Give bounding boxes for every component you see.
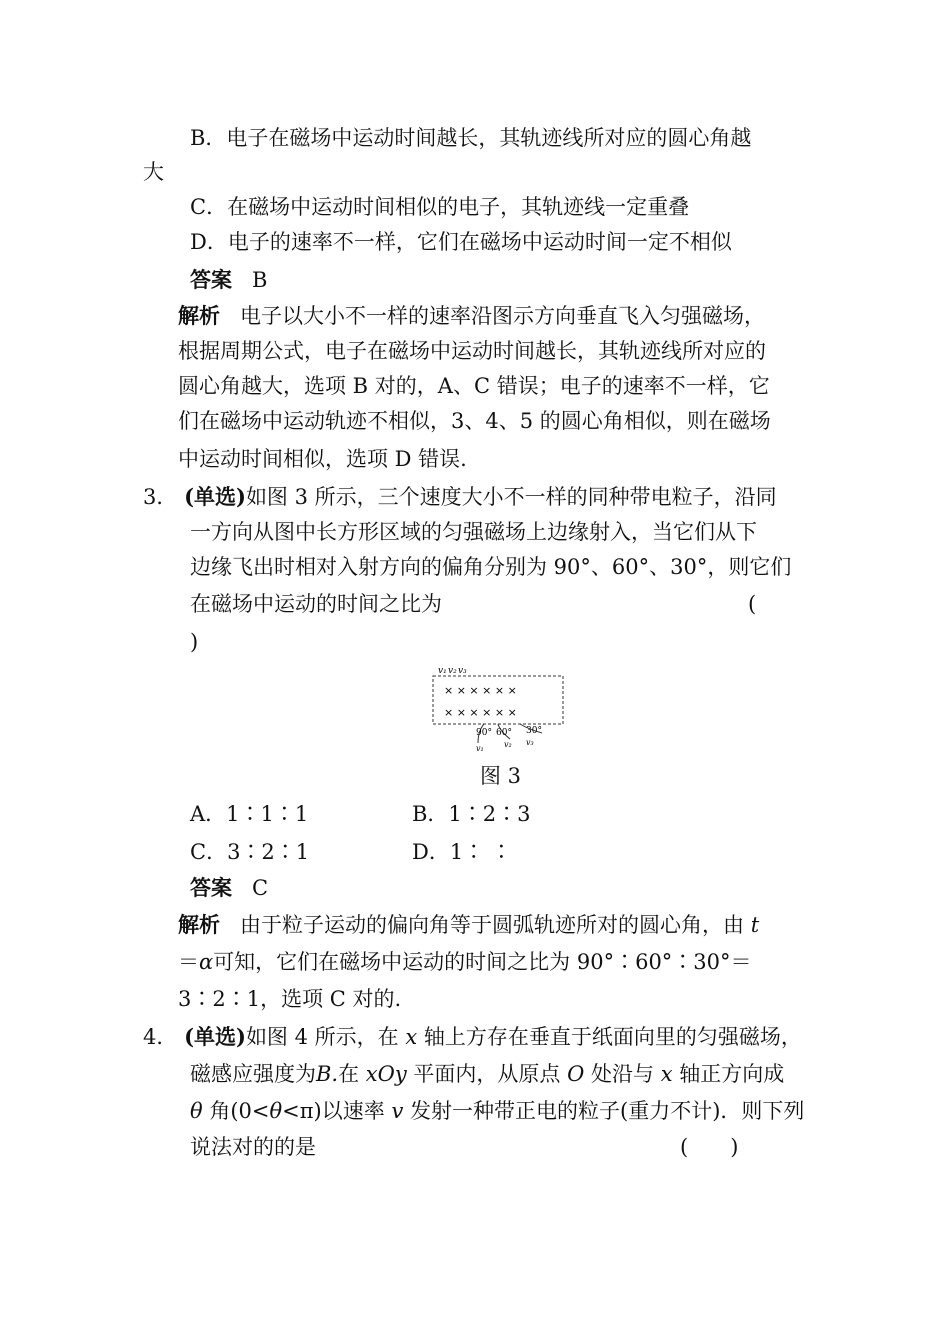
figure-3-caption: 图 3	[480, 764, 522, 788]
fig-bottom-label-v1: v₁	[476, 744, 484, 753]
q2-analysis-line-5: 中运动时间相似，选项 D 错误.	[178, 447, 467, 471]
q2-answer	[190, 266, 267, 294]
stem-text: 如图 4 所示，在	[245, 1025, 399, 1049]
stem-text: 发射一种带正电的粒子(重力不计)．则下列	[410, 1099, 805, 1123]
q3-paren-close: )	[190, 630, 199, 654]
stem-text: 如图 3 所示，三个速度大小不一样的同种带电粒子，沿同	[245, 485, 777, 509]
q2-option-c: C．在磁场中运动时间相似的电子，其轨迹线一定重叠	[190, 195, 690, 219]
answer-value: C	[252, 876, 269, 900]
q2-analysis-line-1	[178, 302, 765, 330]
q4-answer-paren: ( )	[680, 1135, 739, 1159]
var-x: x	[660, 1062, 673, 1086]
question-number: 3．	[143, 485, 178, 509]
fig-top-label-v3: v₃	[458, 666, 467, 676]
stem-text: <π)以速率	[282, 1099, 385, 1123]
angle-label-60: 60°	[496, 728, 512, 738]
stem-text: 轴正方向成	[679, 1062, 785, 1086]
var-x: x	[405, 1025, 418, 1049]
answer-label: 答案	[190, 875, 232, 900]
q3-answer	[190, 874, 268, 902]
q4-stem-line-4: 说法对的的是	[190, 1135, 316, 1159]
stem-text: 磁感应强度为	[190, 1062, 316, 1086]
angle-label-30: 30°	[526, 726, 542, 736]
analysis-label: 解析	[178, 912, 220, 937]
answer-value: B	[252, 268, 268, 292]
fig-bottom-label-v2: v₂	[504, 740, 512, 749]
stem-text: 轴上方存在垂直于纸面向里的匀强磁场，	[423, 1025, 802, 1049]
question-number: 4．	[143, 1025, 178, 1049]
analysis-text: 可知，它们在磁场中运动的时间之比为 90°∶60°∶30°＝	[213, 950, 752, 974]
question-type: (单选)	[184, 1024, 246, 1049]
stem-text: 角(0<	[209, 1099, 270, 1123]
field-row-2: × × × × × ×	[444, 706, 517, 719]
var-O: O	[567, 1062, 585, 1086]
q4-stem-line-1	[143, 1023, 802, 1051]
fig-bottom-label-v3: v₃	[526, 738, 534, 747]
q3-analysis-line-2	[178, 948, 752, 976]
var-v: v	[391, 1099, 404, 1123]
analysis-label: 解析	[178, 303, 220, 328]
analysis-var-alpha: α	[199, 950, 214, 974]
q3-option-d: D．1∶ ∶	[412, 840, 512, 864]
q3-analysis-line-1	[178, 911, 759, 939]
q2-option-b: B．电子在磁场中运动时间越长，其轨迹线所对应的圆心角越	[190, 126, 752, 150]
q3-stem-line-2: 一方向从图中长方形区域的匀强磁场上边缘射入，当它们从下	[190, 520, 757, 544]
q3-option-a: A．1∶1∶1	[190, 802, 309, 826]
q3-stem-line-1	[143, 483, 777, 511]
var-theta: θ	[269, 1099, 283, 1123]
var-theta: θ	[190, 1099, 203, 1123]
analysis-text: 电子以大小不一样的速率沿图示方向垂直飞入匀强磁场，	[240, 304, 766, 328]
stem-text: 处沿与	[591, 1062, 655, 1086]
q3-stem-line-3: 边缘飞出时相对入射方向的偏角分别为 90°、60°、30°，则它们	[190, 555, 792, 579]
stem-text: 在	[338, 1062, 360, 1086]
q4-stem-line-2	[190, 1060, 784, 1088]
stem-text: 平面内，从原点	[413, 1062, 561, 1086]
var-B: B.	[316, 1062, 339, 1086]
analysis-var-t: t	[750, 913, 760, 937]
q3-paren-open: (	[748, 592, 757, 616]
analysis-text: 由于粒子运动的偏向角等于圆弧轨迹所对的圆心角，由	[240, 913, 745, 937]
fig-top-label-v1: v₁	[438, 666, 447, 676]
answer-label: 答案	[190, 267, 232, 292]
q2-analysis-line-3: 圆心角越大，选项 B 对的，A、C 错误；电子的速率不一样，它	[178, 374, 770, 398]
question-type: (单选)	[184, 484, 246, 509]
analysis-equals: ＝	[178, 950, 199, 974]
var-xOy: xOy	[365, 1062, 407, 1086]
fig-top-label-v2: v₂	[448, 666, 457, 676]
q4-stem-line-3	[190, 1097, 804, 1125]
q2-option-b-cont: 大	[143, 160, 164, 184]
q3-analysis-line-3: 3∶2∶1，选项 C 对的.	[178, 987, 402, 1011]
q3-option-b: B．1∶2∶3	[412, 802, 531, 826]
q2-analysis-line-2: 根据周期公式，电子在磁场中运动时间越长，其轨迹线所对应的	[178, 339, 766, 363]
q2-analysis-line-4: 们在磁场中运动轨迹不相似，3、4、5 的圆心角相似，则在磁场	[178, 409, 771, 433]
angle-label-90: 90°	[476, 728, 492, 738]
q3-stem-line-4: 在磁场中运动的时间之比为	[190, 592, 442, 616]
q2-option-d: D．电子的速率不一样，它们在磁场中运动时间一定不相似	[190, 230, 732, 254]
field-row-1: × × × × × ×	[444, 684, 517, 697]
figure-3-diagram	[428, 663, 568, 753]
q3-option-c: C．3∶2∶1	[190, 840, 310, 864]
